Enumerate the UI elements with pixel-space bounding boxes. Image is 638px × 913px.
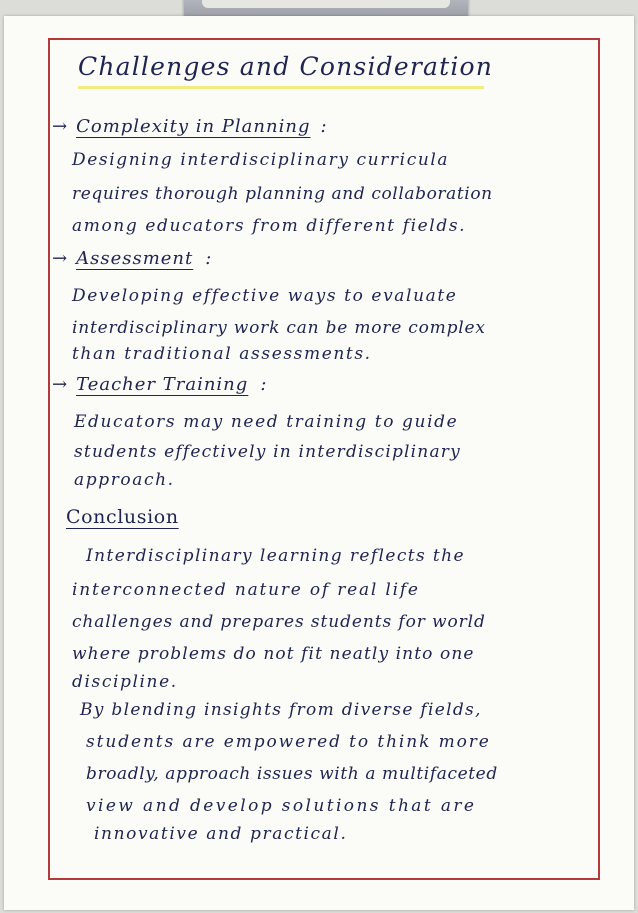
arrow-icon: → xyxy=(52,374,69,395)
section-heading-text: Teacher Training xyxy=(76,374,249,395)
body-line: discipline. xyxy=(72,672,178,692)
body-line: approach. xyxy=(74,470,175,490)
heading-colon: : xyxy=(205,248,213,269)
section-heading-text: Assessment xyxy=(76,248,194,269)
body-line: among educators from different fields. xyxy=(72,216,467,236)
conclusion-heading: Conclusion xyxy=(66,506,179,528)
page-title: Challenges and Consideration xyxy=(78,52,494,81)
body-line: requires thorough planning and collaboration xyxy=(72,184,493,204)
section-heading xyxy=(52,248,212,269)
body-line: innovative and practical. xyxy=(94,824,348,844)
body-line: challenges and prepares students for world xyxy=(72,612,486,632)
body-line: interdisciplinary work can be more complex xyxy=(72,318,486,338)
arrow-icon: → xyxy=(52,248,69,269)
body-line: interconnected nature of real life xyxy=(72,580,420,600)
body-line: than traditional assessments. xyxy=(72,344,372,364)
body-line: Developing effective ways to evaluate xyxy=(72,286,458,306)
body-line: view and develop solutions that are xyxy=(86,796,477,816)
body-line: Designing interdisciplinary curricula xyxy=(72,150,450,170)
body-line: where problems do not fit neatly into one xyxy=(72,644,475,664)
title-highlight xyxy=(78,86,484,89)
body-line: Interdisciplinary learning reflects the xyxy=(86,546,465,566)
heading-colon: : xyxy=(320,116,328,137)
section-heading-text: Complexity in Planning xyxy=(76,116,311,137)
section-heading xyxy=(52,116,328,137)
body-line: students effectively in interdisciplinary xyxy=(74,442,461,462)
body-line: Educators may need training to guide xyxy=(74,412,459,432)
body-line: broadly, approach issues with a multifaceted xyxy=(86,764,498,784)
body-line: By blending insights from diverse fields, xyxy=(80,700,482,720)
body-line: students are empowered to think more xyxy=(86,732,491,752)
section-heading xyxy=(52,374,267,395)
arrow-icon: → xyxy=(52,116,69,137)
heading-colon: : xyxy=(260,374,268,395)
